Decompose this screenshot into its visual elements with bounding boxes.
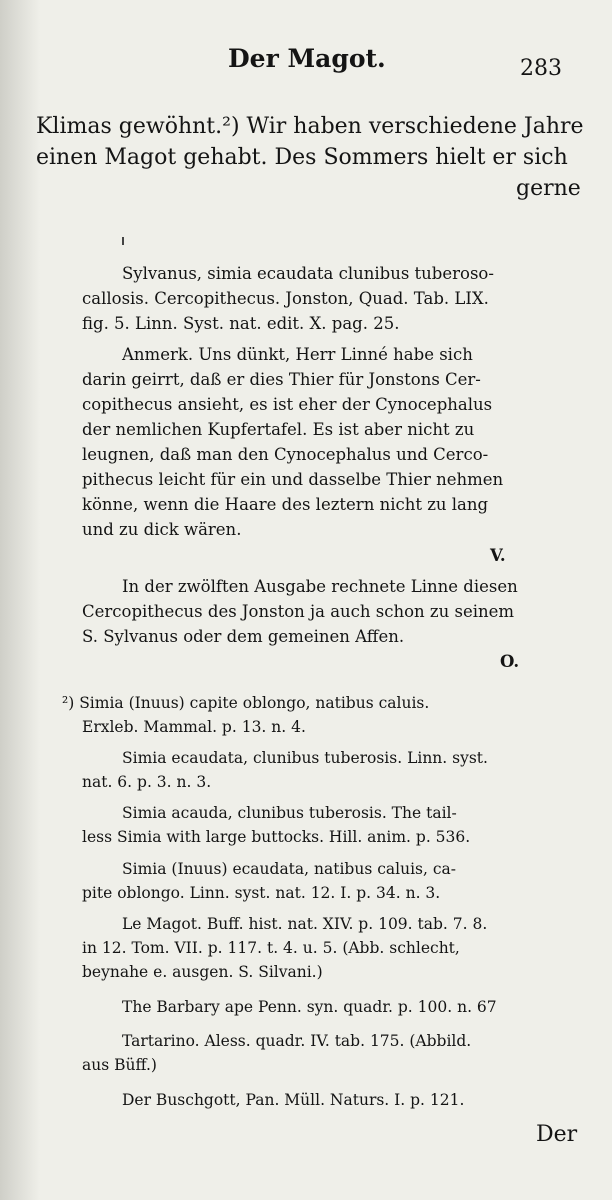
note-line: leugnen, daß man den Cynocephalus und Cerco- (82, 445, 489, 464)
note-line: darin geirrt, daß er dies Thier für Jonstons Cer- (82, 370, 481, 389)
note-line: pithecus leicht für ein und dasselbe Thier nehmen (82, 470, 504, 489)
note-line: Anmerk. Uns dünkt, Herr Linné habe sich (122, 345, 473, 364)
body-line: gerne (516, 176, 581, 201)
footnote-line: fig. 5. Linn. Syst. nat. edit. X. pag. 25. (82, 314, 400, 333)
footnote-line: nat. 6. p. 3. n. 3. (82, 773, 212, 791)
footnote-line: Erxleb. Mammal. p. 13. n. 4. (82, 718, 306, 736)
footnote-line: Der Buschgott, Pan. Müll. Naturs. I. p. 121. (122, 1091, 465, 1109)
footnote-line: beynahe e. ausgen. S. Silvani.) (82, 963, 323, 981)
footnote-line: Le Magot. Buff. hist. nat. XIV. p. 109. tab. 7. 8. (122, 915, 488, 933)
footnote-line: pite oblongo. Linn. syst. nat. 12. I. p. 34. n. 3. (82, 884, 441, 902)
footnote-line: in 12. Tom. VII. p. 117. t. 4. u. 5. (Abb. schlecht, (82, 939, 460, 957)
note-line: und zu dick wären. (82, 520, 242, 539)
footnote-line: Simia acauda, clunibus tuberosis. The tail- (122, 804, 457, 822)
footnote-line: Simia (Inuus) ecaudata, natibus caluis, ca- (122, 860, 456, 878)
footnote-line: The Barbary ape Penn. syn. quadr. p. 100. n. 67 (122, 998, 497, 1016)
note-line: Cercopithecus des Jonston ja auch schon zu seinem (82, 602, 515, 621)
footnote-marker (122, 237, 124, 245)
page-number: 283 (520, 56, 562, 81)
footnote-line: less Simia with large buttocks. Hill. anim. p. 536. (82, 828, 471, 846)
body-line: Klimas gewöhnt.²) Wir haben verschiedene Jahre (36, 114, 584, 139)
body-line: einen Magot gehabt. Des Sommers hielt er sich (36, 145, 568, 170)
footnote-line: Simia ecaudata, clunibus tuberosis. Linn. syst. (122, 749, 488, 767)
footnote-line: Sylvanus, simia ecaudata clunibus tuberoso- (122, 264, 494, 283)
note-signature: O. (500, 652, 520, 671)
note-line: In der zwölften Ausgabe rechnete Linne diesen (122, 577, 518, 596)
footnote-line: callosis. Cercopithecus. Jonston, Quad. Tab. LIX. (82, 289, 489, 308)
page-gutter-shadow (0, 0, 40, 1200)
note-line: der nemlichen Kupfertafel. Es ist aber nicht zu (82, 420, 475, 439)
note-signature: V. (490, 546, 506, 565)
footnote-line: ²) Simia (Inuus) capite oblongo, natibus caluis. (62, 694, 430, 712)
note-line: S. Sylvanus oder dem gemeinen Affen. (82, 627, 405, 646)
note-line: copithecus ansieht, es ist eher der Cynocephalus (82, 395, 493, 414)
footnote-line: aus Büff.) (82, 1056, 157, 1074)
catchword: Der (536, 1122, 578, 1147)
running-title: Der Magot. (228, 44, 386, 73)
note-line: könne, wenn die Haare des leztern nicht zu lang (82, 495, 489, 514)
footnote-line: Tartarino. Aless. quadr. IV. tab. 175. (Abbild. (122, 1032, 472, 1050)
